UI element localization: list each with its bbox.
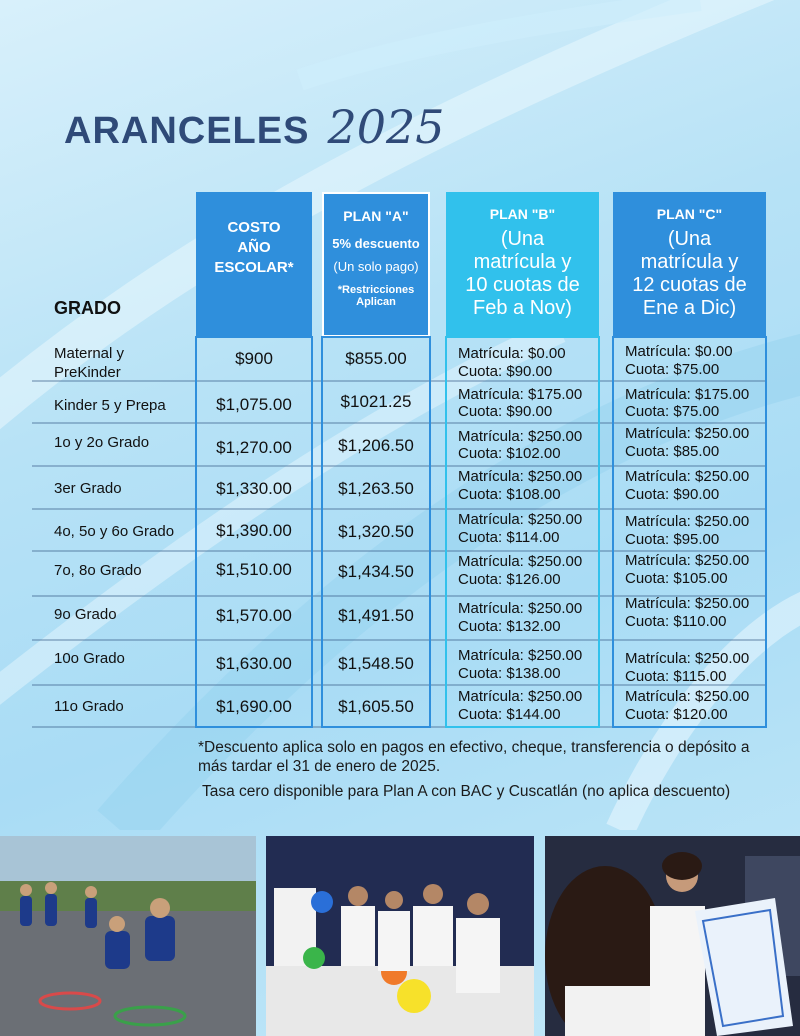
plan-c-cuota: Cuota: $75.00: [625, 361, 720, 378]
plan-c-title: PLAN "C": [656, 206, 723, 222]
plan-b-matricula: Matrícula: $250.00: [458, 468, 583, 485]
plan-b-cuota: Cuota: $138.00: [458, 665, 561, 682]
plan-a-restr1: *Restricciones: [337, 284, 415, 296]
plan-b-matricula: Matrícula: $250.00: [458, 511, 583, 528]
plan-a-cell: $1,320.50: [338, 522, 414, 541]
plan-a-restr2: Aplican: [356, 296, 396, 308]
plan-b-matricula: Matrícula: $175.00: [458, 386, 583, 403]
plan-c-matricula: Matrícula: $175.00: [625, 386, 750, 403]
photo-sports-field: [0, 836, 256, 1036]
plan-a-cell: $1021.25: [340, 392, 412, 411]
plan-b-cuota: Cuota: $90.00: [458, 363, 553, 380]
grado-cell: 11o Grado: [54, 698, 124, 715]
plan-c-matricula: Matrícula: $250.00: [625, 468, 750, 485]
plan-c-line2: matrícula y: [640, 251, 739, 273]
title-year: 2025: [327, 100, 445, 154]
plan-b-cuota: Cuota: $126.00: [458, 571, 561, 588]
grado-cell-line2: PreKinder: [54, 364, 121, 381]
grado-cell: 3er Grado: [54, 480, 122, 497]
plan-a-discount: 5% descuento: [332, 236, 420, 251]
costo-header-line1: COSTO: [227, 219, 281, 236]
grado-cell: 1o y 2o Grado: [54, 434, 150, 451]
costo-cell: $1,570.00: [216, 606, 292, 625]
plan-a-title: PLAN "A": [343, 208, 409, 224]
costo-cell: $1,330.00: [216, 479, 292, 498]
plan-c-matricula: Matrícula: $250.00: [625, 650, 750, 667]
plan-c-matricula: Matrícula: $250.00: [625, 688, 750, 705]
costo-header: [196, 192, 312, 337]
plan-b-cuota: Cuota: $90.00: [458, 403, 553, 420]
costo-header-line3: ESCOLAR*: [214, 259, 294, 276]
plan-b-line3: 10 cuotas de: [465, 274, 580, 296]
costo-header-line2: AÑO: [237, 239, 271, 256]
plan-b-title: PLAN "B": [489, 206, 556, 222]
grado-cell: 10o Grado: [54, 650, 125, 667]
plan-b-cuota: Cuota: $144.00: [458, 706, 561, 723]
plan-b-line2: matrícula y: [473, 251, 572, 273]
costo-cell: $1,390.00: [216, 521, 292, 540]
costo-cell: $1,510.00: [216, 560, 292, 579]
plan-c-cuota: Cuota: $115.00: [625, 668, 727, 685]
photo-science-fair: [266, 836, 534, 1036]
plan-c-matricula: Matrícula: $250.00: [625, 552, 750, 569]
plan-c-cuota: Cuota: $90.00: [625, 486, 720, 503]
plan-b-cuota: Cuota: $102.00: [458, 445, 561, 462]
plan-a-cell: $1,434.50: [338, 562, 414, 581]
plan-a-header: [322, 192, 430, 337]
plan-b-matricula: Matrícula: $250.00: [458, 647, 583, 664]
plan-a-cell: $1,206.50: [338, 436, 414, 455]
plan-a-cell: $1,491.50: [338, 606, 414, 625]
title-main: ARANCELES: [64, 110, 310, 152]
plan-a-cell: $1,263.50: [338, 479, 414, 498]
costo-cell: $1,630.00: [216, 654, 292, 673]
plan-b-header: [446, 192, 599, 337]
plan-b-matricula: Matrícula: $250.00: [458, 600, 583, 617]
page-title: [64, 100, 445, 154]
plan-a-cell: $855.00: [345, 349, 407, 368]
plan-c-cuota: Cuota: $110.00: [625, 613, 727, 630]
tasa-cero-note: Tasa cero disponible para Plan A con BAC y Cuscatlán (no aplica descuento): [202, 783, 731, 800]
plan-a-note: (Un solo pago): [333, 259, 419, 274]
plan-b-matricula: Matrícula: $250.00: [458, 553, 583, 570]
plan-b-cuota: Cuota: $132.00: [458, 618, 561, 635]
grado-cell: Kinder 5 y Prepa: [54, 397, 166, 414]
plan-c-cuota: Cuota: $120.00: [625, 706, 728, 723]
plan-b-cuota: Cuota: $108.00: [458, 486, 561, 503]
costo-cell: $900: [235, 349, 273, 368]
plan-c-cuota: Cuota: $105.00: [625, 570, 728, 587]
plan-c-cuota: Cuota: $85.00: [625, 443, 720, 460]
plan-b-matricula: Matrícula: $250.00: [458, 688, 583, 705]
plan-a-cell: $1,548.50: [338, 654, 414, 673]
costo-cell: $1,270.00: [216, 438, 292, 457]
plan-b-matricula: Matrícula: $0.00: [458, 345, 566, 362]
plan-a-cell: $1,605.50: [338, 697, 414, 716]
costo-cell: $1,075.00: [216, 395, 292, 414]
plan-c-line3: 12 cuotas de: [632, 274, 747, 296]
plan-c-cuota: Cuota: $95.00: [625, 531, 720, 548]
costo-cell: $1,690.00: [216, 697, 292, 716]
grado-header: GRADO: [54, 298, 121, 318]
grado-cell: 7o, 8o Grado: [54, 562, 142, 579]
photo-student-poster: [545, 836, 800, 1036]
plan-c-line1: (Una: [667, 228, 712, 250]
plan-c-header: [613, 192, 766, 337]
discount-note: *Descuento aplica solo en pagos en efectivo, cheque, transferencia o depósito a más tardar el 31 de enero de 2025.: [198, 739, 750, 775]
plan-b-line4: Feb a Nov): [473, 297, 572, 319]
grado-cell: 4o, 5o y 6o Grado: [54, 523, 175, 540]
plan-c-matricula: Matrícula: $250.00: [625, 425, 750, 442]
grado-cell: 9o Grado: [54, 606, 117, 623]
plan-c-cuota: Cuota: $75.00: [625, 403, 720, 420]
plan-b-cuota: Cuota: $114.00: [458, 529, 560, 546]
plan-c-line4: Ene a Dic): [642, 297, 737, 319]
plan-c-matricula: Matrícula: $250.00: [625, 513, 750, 530]
plan-b-matricula: Matrícula: $250.00: [458, 428, 583, 445]
plan-c-matricula: Matrícula: $250.00: [625, 595, 750, 612]
grado-cell: Maternal y: [54, 345, 125, 362]
plan-b-line1: (Una: [500, 228, 545, 250]
plan-c-matricula: Matrícula: $0.00: [625, 343, 733, 360]
